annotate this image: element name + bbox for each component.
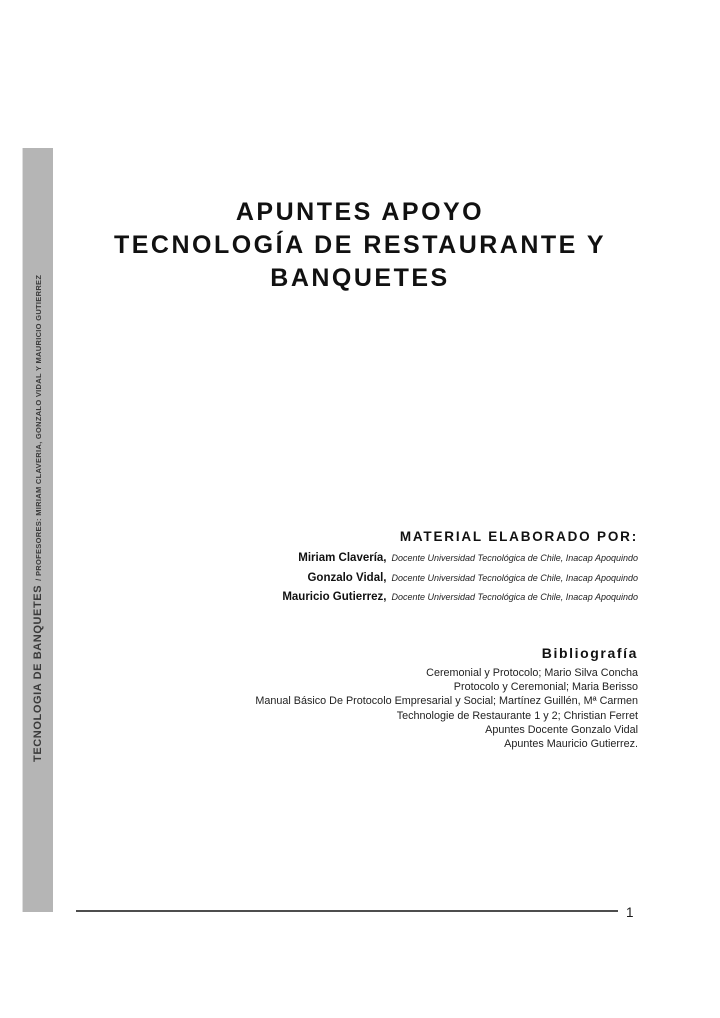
sidebar-course-label: TECNOLOGIA DE BANQUETES (32, 584, 44, 762)
title-line-3: BANQUETES (270, 264, 450, 292)
bibliography-heading: Bibliografía (541, 645, 638, 661)
bibliography-item: Apuntes Mauricio Gutierrez. (504, 738, 638, 751)
author-row (282, 548, 638, 568)
bibliography-item: Protocolo y Ceremonial; Maria Berisso (453, 681, 638, 694)
authors-heading: MATERIAL ELABORADO POR: (399, 529, 638, 544)
bibliography-item: Apuntes Docente Gonzalo Vidal (485, 723, 638, 736)
title-line-1: APUNTES APOYO (235, 198, 485, 226)
author-role: Docente Universidad Tecnológica de Chile, Inacap Apoquindo (391, 592, 638, 602)
author-name: Miriam Clavería, (298, 552, 387, 564)
footer-rule (76, 910, 618, 912)
bibliography-item: Manual Básico De Protocolo Empresarial y Social; Martínez Guillén, Mª Carmen (255, 695, 638, 708)
bibliography-section (255, 645, 638, 751)
author-row (282, 568, 638, 588)
author-row (282, 587, 638, 607)
author-role: Docente Universidad Tecnológica de Chile, Inacap Apoquindo (391, 553, 638, 563)
page-number: 1 (626, 905, 634, 920)
title-line-2: TECNOLOGÍA DE RESTAURANTE Y (113, 231, 607, 259)
sidebar-professors-label: / PROFESORES: MIRIAM CLAVERIA, GONZALO VIDAL Y MAURICIO GUTIERREZ (34, 274, 43, 581)
sidebar-vertical-text (30, 275, 45, 762)
bibliography-item: Technologie de Restaurante 1 y 2; Christian Ferret (396, 709, 638, 722)
document-title (0, 196, 720, 295)
author-name: Mauricio Gutierrez, (282, 591, 387, 603)
author-role: Docente Universidad Tecnológica de Chile, Inacap Apoquindo (391, 572, 638, 583)
author-name: Gonzalo Vidal, (307, 571, 387, 584)
authors-section (282, 529, 638, 607)
bibliography-item: Ceremonial y Protocolo; Mario Silva Concha (426, 667, 638, 679)
